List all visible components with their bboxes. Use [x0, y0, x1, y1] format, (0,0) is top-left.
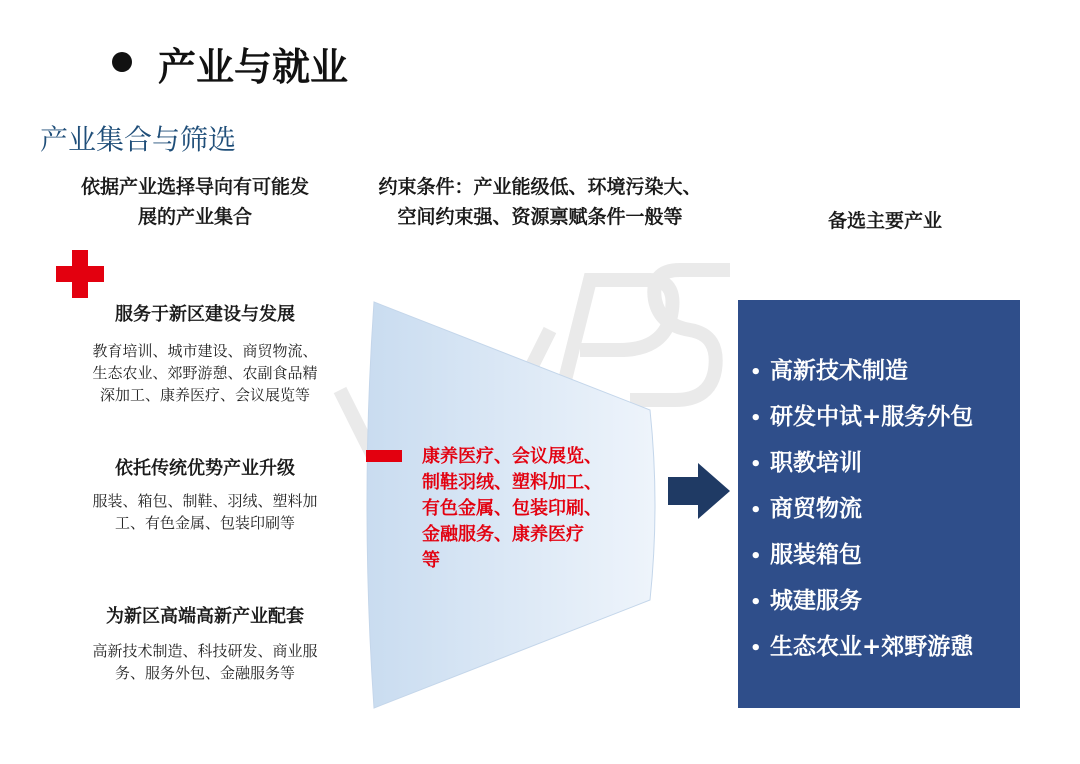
group-line: 深加工、康养医疗、会议展览等 [99, 386, 310, 404]
group-description [62, 340, 348, 406]
selected-industries-list [738, 300, 1020, 670]
list-item-label: 高新技术制造 [770, 358, 908, 384]
group-line: 工、有色金属、包装印刷等 [114, 514, 295, 532]
group-title: 依托传统优势产业升级 [115, 458, 295, 479]
right-column-header: 备选主要产业 [827, 210, 942, 232]
group-line: 生态农业、郊野游憩、农副食品精 [92, 364, 318, 382]
group-title: 为新区高端高新产业配套 [106, 606, 304, 627]
arrow-right-icon [668, 463, 730, 519]
mid-header-line: 空间约束强、资源禀赋条件一般等 [397, 206, 683, 228]
title-bullet [112, 52, 132, 72]
bullet-icon: • [750, 546, 762, 567]
excluded-line: 制鞋羽绒、塑料加工、 [422, 472, 602, 493]
bullet-icon: • [750, 408, 762, 429]
list-item-label: 研发中试+服务外包 [770, 404, 974, 430]
bullet-icon: • [750, 500, 762, 521]
excluded-line: 康养医疗、会议展览、 [422, 446, 602, 467]
group-line: 务、服务外包、金融服务等 [114, 664, 295, 682]
bullet-icon: • [750, 638, 762, 659]
list-item [738, 486, 1020, 532]
list-item-label: 服装箱包 [770, 542, 862, 568]
list-item-label: 城建服务 [770, 588, 862, 614]
middle-column-header [360, 172, 720, 232]
section-subtitle: 产业集合与筛选 [40, 123, 237, 156]
selected-industries-panel [738, 300, 1020, 708]
group-title: 服务于新区建设与发展 [115, 304, 295, 325]
mid-header-line: 约束条件：产业能级低、环境污染大、 [378, 176, 702, 198]
minus-icon [366, 450, 402, 462]
excluded-line: 有色金属、包装印刷、 [422, 498, 602, 519]
list-item-label: 商贸物流 [770, 496, 862, 522]
bullet-icon: • [750, 454, 762, 475]
group-line: 教育培训、城市建设、商贸物流、 [92, 342, 318, 360]
page-title: 产业与就业 [158, 45, 349, 89]
left-column-header [60, 172, 330, 232]
group-line: 高新技术制造、科技研发、商业服 [92, 642, 318, 660]
list-item [738, 394, 1020, 440]
excluded-line: 金融服务、康养医疗 [422, 524, 584, 545]
bullet-icon: • [750, 362, 762, 383]
list-item [738, 440, 1020, 486]
bullet-icon: • [750, 592, 762, 613]
group-line: 服装、箱包、制鞋、羽绒、塑料加 [92, 492, 318, 510]
group-description [62, 490, 348, 534]
list-item [738, 624, 1020, 670]
group-description [62, 640, 348, 684]
list-item-label: 职教培训 [770, 450, 862, 476]
list-item-label: 生态农业+郊野游憩 [770, 634, 974, 660]
list-item [738, 532, 1020, 578]
excluded-line: 等 [422, 550, 440, 571]
left-header-line: 展的产业集合 [137, 206, 252, 228]
plus-icon [56, 250, 104, 298]
left-header-line: 依据产业选择导向有可能发 [80, 176, 309, 198]
list-item [738, 578, 1020, 624]
list-item [738, 348, 1020, 394]
excluded-industries [422, 444, 662, 574]
